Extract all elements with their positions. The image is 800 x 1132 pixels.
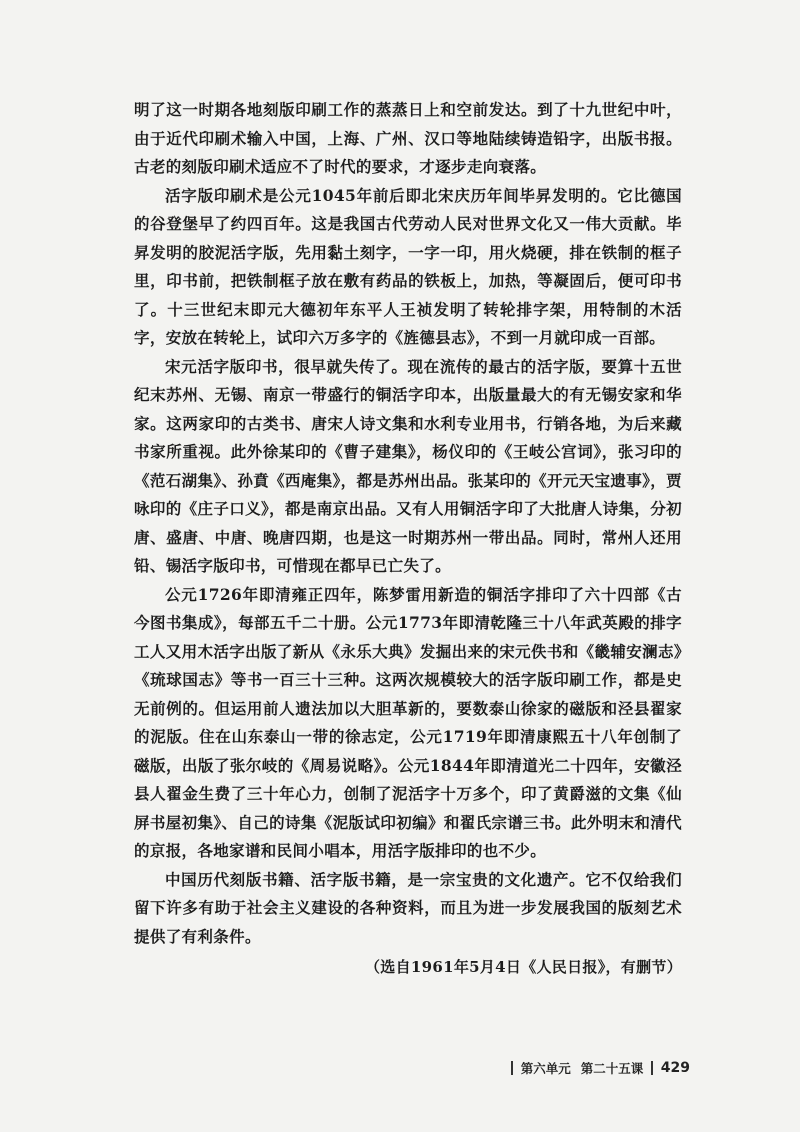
footer-unit: 第六单元 [520, 1061, 571, 1076]
paragraph-3: 宋元活字版印书，很早就失传了。现在流传的最古的活字版，要算十五世纪末苏州、无锡、南京一带盛行的铜活字印本，出版量最大的有无锡安家和华家。这两家印的古类书、唐宋人诗文集和水利专业用书，行销各地，为后来藏书家所重视。此外徐某印的《曹子建集》，杨仪印的《王岐公宫词》，张习印的《范石湖集》、孙賁《西庵集》，都是苏州出品。张某印的《开元天宝遗事》，贾咏印的《庄子口义》，都是南京出品。又有人用铜活字印了大批唐人诗集，分初唐、盛唐、中唐、晚唐四期，也是这一时期苏州一带出品。同时，常州人还用铅、锡活字版印书，可惜现在都早已亡失了。 [134, 356, 682, 575]
page-footer [503, 1059, 690, 1077]
source-citation: （选自1961年5月4日《人民日报》，有删节） [364, 958, 682, 976]
paragraph-4: 公元1726年即清雍正四年，陈梦雷用新造的铜活字排印了六十四部《古今图书集成》，每部五千二十册。公元1773年即清乾隆三十八年武英殿的排字工人又用木活字出版了新从《永乐大典》发掘出来的宋元佚书和《畿辅安澜志》《琉球国志》等书一百三十三种。这两次规模较大的活字版印刷工作，都是史无前例的。但运用前人遗法加以大胆革新的，要数泰山徐家的磁版和泾县翟家的泥版。住在山东泰山一带的徐志定，公元1719年即清康熙五十八年创制了磁版，出版了张尔岐的《周易说略》。公元1844年即清道光二十四年，安徽泾县人翟金生费了三十年心力，创制了泥活字十万多个，印了黄爵滋的文集《仙屏书屋初集》、自己的诗集《泥版试印初编》和翟氏宗谱三书。此外明末和清代的京报，各地家谱和民间小唱本，用活字版排印的也不少。 [134, 584, 682, 860]
article-body [134, 96, 682, 981]
divider-bar [651, 1061, 653, 1075]
divider-bar [511, 1061, 513, 1075]
paragraph-2: 活字版印刷术是公元1045年前后即北宋庆历年间毕昇发明的。它比德国的谷登堡早了约四百年。这是我国古代劳动人民对世界文化又一伟大贡献。毕昇发明的胶泥活字版，先用黏土刻字，一字一印，用火烧硬，排在铁制的框子里，印书前，把铁制框子放在敷有药品的铁板上，加热，等凝固后，便可印书了。十三世纪末即元大德初年东平人王祯发明了转轮排字架，用特制的木活字，安放在转轮上，试印六万多字的《旌德县志》，不到一月就印成一百部。 [134, 185, 682, 347]
footer-lesson: 第二十五课 [580, 1061, 644, 1076]
page-number: 429 [660, 1060, 690, 1076]
paragraph-1: 明了这一时期各地刻版印刷工作的蒸蒸日上和空前发达。到了十九世纪中叶，由于近代印刷术输入中国，上海、广州、汉口等地陆续铸造铅字，出版书报。古老的刻版印刷术适应不了时代的要求，才逐步走向衰落。 [134, 100, 682, 176]
paragraph-5: 中国历代刻版书籍、活字版书籍，是一宗宝贵的文化遗产。它不仅给我们留下许多有助于社会主义建设的各种资料，而且为进一步发展我国的版刻艺术提供了有利条件。 [134, 869, 682, 946]
